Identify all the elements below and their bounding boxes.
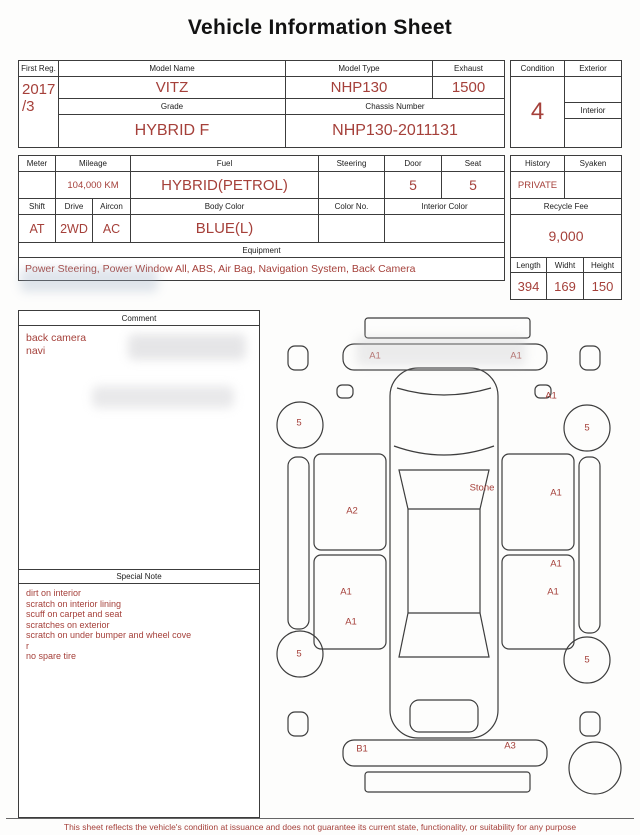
shift-label: Shift	[19, 199, 56, 215]
model-type-label: Model Type	[286, 61, 433, 77]
recycle-fee-label: Recycle Fee	[511, 199, 621, 215]
damage-mark-right-rear-door-upper: A1	[550, 558, 562, 570]
length-label: Length	[511, 258, 547, 273]
aircon-label: Aircon	[93, 199, 131, 215]
redaction-smudge	[20, 268, 158, 292]
redaction-smudge	[128, 334, 246, 360]
exhaust-value: 1500	[433, 77, 504, 99]
meter-value	[19, 172, 56, 199]
special-note-header: Special Note	[19, 569, 259, 584]
header-table	[18, 60, 505, 148]
hood-front-line	[397, 388, 491, 395]
mileage-label: Mileage	[56, 156, 131, 172]
special-note-line: r	[26, 640, 29, 651]
roof-side-lines	[408, 509, 480, 613]
car-diagram-svg	[258, 312, 630, 812]
chassis-number-value: NHP130-2011131	[332, 122, 458, 139]
damage-mark-front-right-wheel: 5	[584, 422, 590, 434]
interior-color-value	[385, 215, 504, 243]
damage-mark-front-left-wheel: 5	[296, 417, 302, 429]
rear-corner-left-shape	[288, 712, 308, 736]
damage-mark-right-front-door: A1	[550, 487, 562, 499]
color-no-label: Color No.	[319, 199, 385, 215]
door-label: Door	[385, 156, 442, 172]
grade-value: HYBRID F	[59, 115, 286, 147]
left-mirror-shape	[337, 385, 353, 398]
first-reg-year: 2017	[22, 81, 56, 98]
right-sill-shape	[579, 457, 600, 633]
damage-mark-front-bumper-left: A1	[369, 350, 381, 362]
condition-value: 4	[511, 77, 565, 147]
damage-mark-rear-right-wheel: 5	[584, 654, 590, 666]
right-rear-door-shape	[502, 555, 574, 649]
meter-label: Meter	[19, 156, 56, 172]
width-value: 169	[547, 273, 584, 299]
spec-table	[18, 155, 505, 281]
body-color-value: BLUE(L)	[131, 215, 319, 243]
first-reg-month: /3	[22, 98, 35, 115]
recycle-fee-value: 9,000	[511, 215, 621, 258]
history-label: History	[511, 156, 565, 172]
shift-value: AT	[19, 215, 56, 243]
interior-color-label: Interior Color	[385, 199, 504, 215]
equipment-label: Equipment	[19, 243, 504, 258]
damage-mark-left-rear-door-lower: A1	[345, 616, 357, 628]
special-note-line: no spare tire	[26, 651, 77, 661]
damage-mark-rear-bumper-right: A3	[504, 740, 516, 752]
right-front-door-shape	[502, 454, 574, 550]
damage-mark-rear-bumper-left: B1	[356, 743, 368, 755]
equipment-value: Power Steering, Power Window All, ABS, Air Bag, Navigation System, Back Camera	[25, 263, 416, 275]
front-corner-right-shape	[580, 346, 600, 370]
fuel-label: Fuel	[131, 156, 319, 172]
special-note-line: dirt on interior	[26, 588, 82, 598]
comment-line: back camera	[26, 332, 87, 344]
spare-tire-shape	[569, 742, 621, 794]
damage-mark-windshield: Stone	[469, 482, 495, 494]
trunk-shape	[410, 700, 478, 732]
aircon-value: AC	[93, 215, 131, 243]
damage-mark-right-rear-door-lower: A1	[547, 586, 559, 598]
model-name-value: VITZ	[59, 77, 286, 99]
mileage-value: 104,000 KM	[56, 172, 131, 199]
chassis-number-label: Chassis Number	[286, 99, 504, 115]
top-strip-shape	[365, 318, 530, 338]
left-front-door-shape	[314, 454, 386, 550]
bottom-strip-shape	[365, 772, 530, 792]
fuel-value: HYBRID(PETROL)	[131, 172, 319, 199]
color-no-value	[319, 215, 385, 243]
exterior-value	[565, 77, 621, 103]
damage-mark-front-bumper-right: A1	[510, 350, 522, 362]
steering-label: Steering	[319, 156, 385, 172]
redaction-smudge	[356, 336, 526, 366]
width-label: Widht	[547, 258, 584, 273]
redaction-smudge	[92, 386, 234, 408]
drive-label: Drive	[56, 199, 93, 215]
special-note-lines	[26, 588, 254, 662]
spec-table-right	[510, 155, 622, 300]
comment-header: Comment	[19, 311, 259, 326]
syaken-value	[565, 172, 621, 199]
interior-label: Interior	[565, 103, 621, 119]
steering-value	[319, 172, 385, 199]
length-value: 394	[511, 273, 547, 299]
interior-value	[565, 119, 621, 147]
model-name-label: Model Name	[59, 61, 286, 77]
drive-value: 2WD	[56, 215, 93, 243]
footer-disclaimer: This sheet reflects the vehicle's condition at issuance and does not guarantee its current state, functionality, or suitability for any purpose	[63, 822, 577, 832]
damage-mark-rear-left-wheel: 5	[296, 648, 302, 660]
left-sill-shape	[288, 457, 309, 629]
left-rear-door-shape	[314, 555, 386, 649]
rear-bumper-shape	[343, 740, 547, 766]
damage-mark-right-mirror: A1	[545, 390, 557, 402]
rear-window-shape	[399, 613, 489, 657]
damage-mark-left-front-door: A2	[346, 505, 358, 517]
condition-table	[510, 60, 622, 148]
exhaust-label: Exhaust	[433, 61, 504, 77]
comment-line: navi	[26, 345, 46, 357]
syaken-label: Syaken	[565, 156, 621, 172]
history-value: PRIVATE	[511, 172, 565, 199]
car-damage-diagram	[258, 312, 630, 812]
door-value: 5	[385, 172, 442, 199]
height-value: 150	[591, 278, 614, 294]
footer-divider	[6, 818, 634, 819]
height-label: Height	[584, 258, 621, 273]
special-note-line: scratch on under bumper and wheel cove	[26, 630, 192, 640]
hood-rear-line	[394, 446, 494, 455]
page-title: Vehicle Information Sheet	[187, 16, 453, 39]
seat-value: 5	[442, 172, 504, 199]
special-note-line: scuff on carpet and seat	[26, 609, 122, 619]
seat-label: Seat	[442, 156, 504, 172]
first-reg-value	[19, 77, 59, 147]
front-corner-left-shape	[288, 346, 308, 370]
special-note-line: scratches on exterior	[26, 619, 110, 630]
rear-corner-right-shape	[580, 712, 600, 736]
condition-label: Condition	[511, 61, 565, 77]
car-body-shape	[390, 368, 498, 738]
comment-lines	[26, 332, 86, 358]
exterior-label: Exterior	[565, 61, 621, 77]
special-note-line: scratch on interior lining	[26, 598, 122, 609]
first-reg-label: First Reg.	[19, 61, 59, 77]
damage-mark-left-rear-door: A1	[340, 586, 352, 598]
body-color-label: Body Color	[131, 199, 319, 215]
model-type-value: NHP130	[286, 77, 433, 99]
grade-label: Grade	[59, 99, 286, 115]
